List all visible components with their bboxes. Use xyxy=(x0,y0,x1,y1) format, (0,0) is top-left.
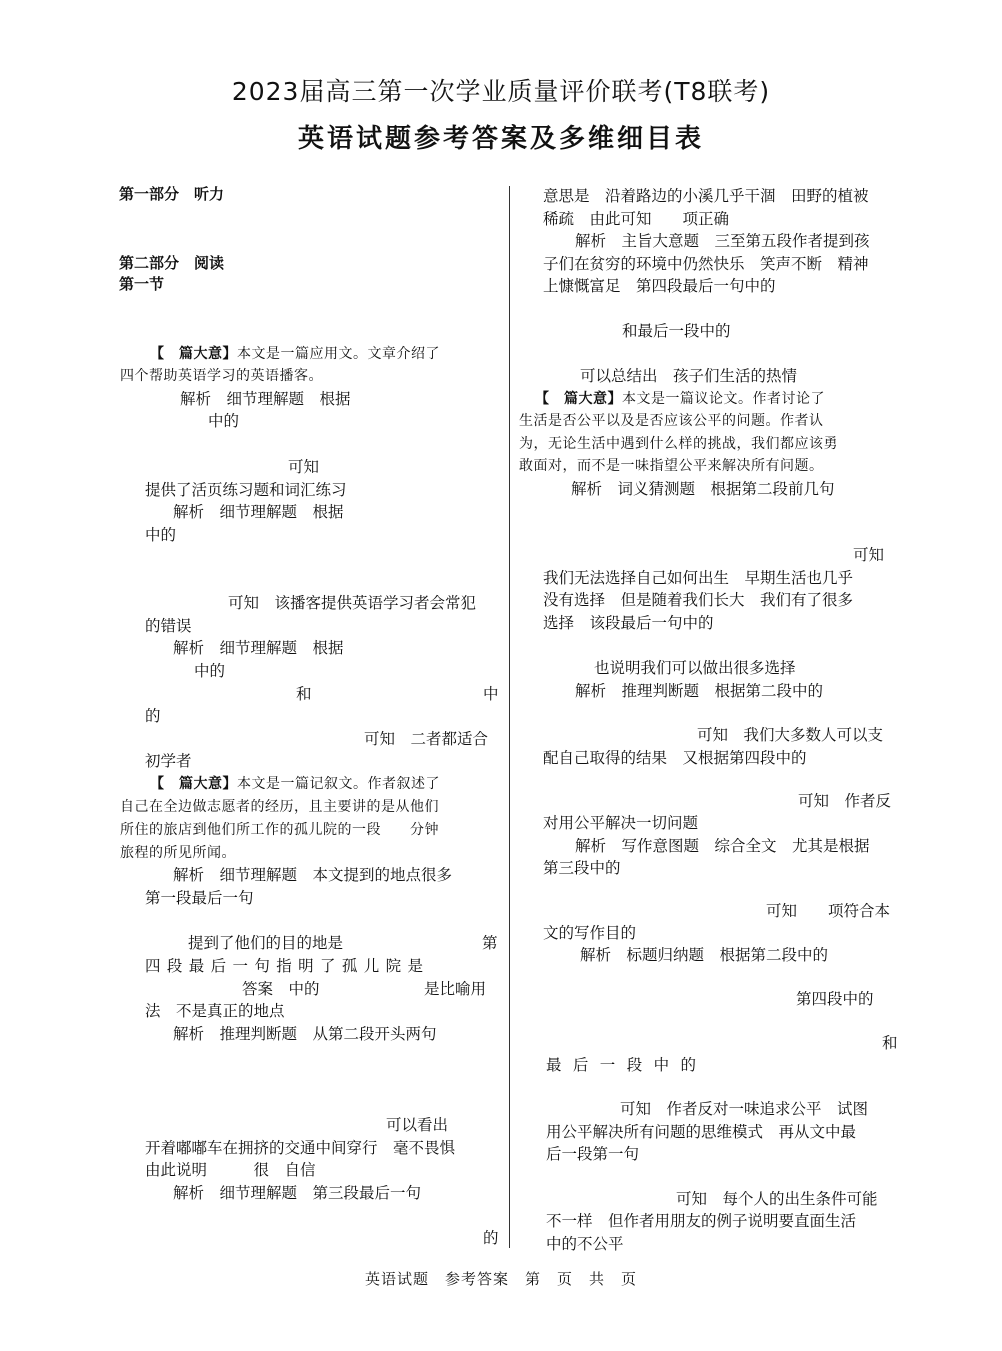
passage-c-summary-line: 敢面对，而不是一味指望公平来解决所有问题。 xyxy=(519,458,824,474)
analysis-line: 可知 作者反对一味追求公平 试图 xyxy=(620,1100,869,1118)
analysis-line: 的错误 xyxy=(145,617,192,635)
summary-text: 本文是一篇应用文。文章介绍了 xyxy=(237,346,440,362)
heading-section1: 第一节 xyxy=(119,275,165,293)
analysis-line: 中的 xyxy=(145,526,177,544)
analysis-line: 第三段中的 xyxy=(543,859,621,877)
analysis-line: 解析 词义猜测题 根据第二段前几句 xyxy=(571,480,835,498)
passage-b-summary-line: 旅程的所见所闻。 xyxy=(120,845,236,861)
analysis-line: 和 xyxy=(296,685,312,703)
analysis-line: 可知 xyxy=(853,546,885,564)
analysis-line: 选择 该段最后一句中的 xyxy=(543,614,714,632)
passage-c-summary-line: 为，无论生活中遇到什么样的挑战，我们都应该勇 xyxy=(519,436,838,452)
summary-text: 本文是一篇记叙文。作者叙述了 xyxy=(237,776,440,792)
analysis-line: 的 xyxy=(145,707,161,725)
passage-b-summary-line: 所住的旅店到他们所工作的孤儿院的一段 分钟 xyxy=(120,822,439,838)
analysis-line: 和 xyxy=(882,1034,898,1052)
analysis-line: 可以看出 xyxy=(386,1116,449,1134)
heading-part2: 第二部分 阅读 xyxy=(119,254,225,272)
analysis-line: 上慷慨富足 第四段最后一句中的 xyxy=(543,277,776,295)
analysis-line: 用公平解决所有问题的思维模式 再从文中最 xyxy=(546,1123,857,1141)
analysis-line: 没有选择 但是随着我们长大 我们有了很多 xyxy=(543,591,854,609)
analysis-line: 开着嘟嘟车在拥挤的交通中间穿行 毫不畏惧 xyxy=(145,1139,456,1157)
analysis-line: 解析 推理判断题 从第二段开头两句 xyxy=(173,1025,437,1043)
analysis-line: 初学者 xyxy=(145,752,192,770)
analysis-line: 可以总结出 孩子们生活的热情 xyxy=(580,367,798,385)
analysis-line: 我们无法选择自己如何出生 早期生活也几乎 xyxy=(543,569,854,587)
analysis-line: 子们在贫穷的环境中仍然快乐 笑声不断 精神 xyxy=(543,255,869,273)
analysis-line: 解析 细节理解题 本文提到的地点很多 xyxy=(173,866,453,884)
analysis-line: 可知 xyxy=(288,458,320,476)
analysis-line: 中的 xyxy=(208,412,240,430)
analysis-line: 解析 细节理解题 根据 xyxy=(173,503,344,521)
analysis-line: 解析 细节理解题 根据 xyxy=(180,390,351,408)
analysis-line: 第一段最后一句 xyxy=(145,889,254,907)
analysis-line: 和最后一段中的 xyxy=(622,322,731,340)
analysis-line: 文的写作目的 xyxy=(543,924,637,942)
analysis-line: 法 不是真正的地点 xyxy=(145,1002,285,1020)
analysis-line: 答案 中的 xyxy=(242,980,320,998)
analysis-line: 四段最后一句指明了孤儿院是 xyxy=(145,957,423,975)
analysis-line: 可知 作者反 xyxy=(798,792,892,810)
analysis-line: 解析 写作意图题 综合全文 尤其是根据 xyxy=(575,837,870,855)
analysis-line: 可知 每个人的出生条件可能 xyxy=(676,1190,878,1208)
analysis-line: 也说明我们可以做出很多选择 xyxy=(594,659,796,677)
summary-text: 本文是一篇议论文。作者讨论了 xyxy=(622,391,825,407)
analysis-line: 意思是 沿着路边的小溪几乎干涸 田野的植被 xyxy=(543,187,869,205)
summary-bracket: 【 篇大意】 xyxy=(535,391,622,407)
analysis-line: 对用公平解决一切问题 xyxy=(543,814,699,832)
analysis-line: 是比喻用 xyxy=(424,980,487,998)
analysis-line: 后一段第一句 xyxy=(546,1145,640,1163)
analysis-line: 解析 细节理解题 第三段最后一句 xyxy=(173,1184,422,1202)
document-subtitle: 英语试题参考答案及多维细目表 xyxy=(297,124,704,154)
summary-bracket: 【 篇大意】 xyxy=(150,776,237,792)
analysis-line: 由此说明 很 自信 xyxy=(145,1161,316,1179)
analysis-line: 最后一段中的 xyxy=(546,1056,696,1074)
analysis-line: 不一样 但作者用朋友的例子说明要直面生活 xyxy=(546,1212,857,1230)
summary-bracket: 【 篇大意】 xyxy=(150,346,237,362)
analysis-line: 可知 我们大多数人可以支 xyxy=(697,726,884,744)
analysis-line: 解析 细节理解题 根据 xyxy=(173,639,344,657)
analysis-line: 提到了他们的目的地是 xyxy=(188,934,344,952)
analysis-line: 提供了活页练习题和词汇练习 xyxy=(145,481,347,499)
heading-part1: 第一部分 听力 xyxy=(119,185,225,203)
document-title: 2023届高三第一次学业质量评价联考(T8联考) xyxy=(231,77,771,106)
analysis-line: 中 xyxy=(483,685,499,703)
analysis-line: 第 xyxy=(482,934,498,952)
passage-b-summary xyxy=(150,774,440,794)
analysis-line: 解析 标题归纳题 根据第二段中的 xyxy=(580,946,829,964)
analysis-line: 可知 项符合本 xyxy=(766,902,891,920)
column-divider xyxy=(509,186,510,1248)
analysis-line: 稀疏 由此可知 项正确 xyxy=(543,210,730,228)
analysis-line: 可知 二者都适合 xyxy=(364,730,489,748)
analysis-line: 中的不公平 xyxy=(546,1235,624,1253)
analysis-line: 配自己取得的结果 又根据第四段中的 xyxy=(543,749,807,767)
page-footer: 英语试题 参考答案 第 页 共 页 xyxy=(364,1270,637,1288)
passage-a-summary-line: 四个帮助英语学习的英语播客。 xyxy=(120,368,323,384)
passage-a-summary xyxy=(150,344,440,364)
passage-c-summary-line: 生活是否公平以及是否应该公平的问题。作者认 xyxy=(519,413,824,429)
passage-c-summary xyxy=(535,389,825,409)
analysis-line: 的 xyxy=(483,1229,499,1247)
passage-b-summary-line: 自己在全边做志愿者的经历，且主要讲的是从他们 xyxy=(120,799,439,815)
analysis-line: 解析 主旨大意题 三至第五段作者提到孩 xyxy=(575,232,870,250)
analysis-line: 可知 该播客提供英语学习者会常犯 xyxy=(228,594,477,612)
analysis-line: 中的 xyxy=(194,662,226,680)
analysis-line: 解析 推理判断题 根据第二段中的 xyxy=(575,682,824,700)
analysis-line: 第四段中的 xyxy=(796,990,874,1008)
